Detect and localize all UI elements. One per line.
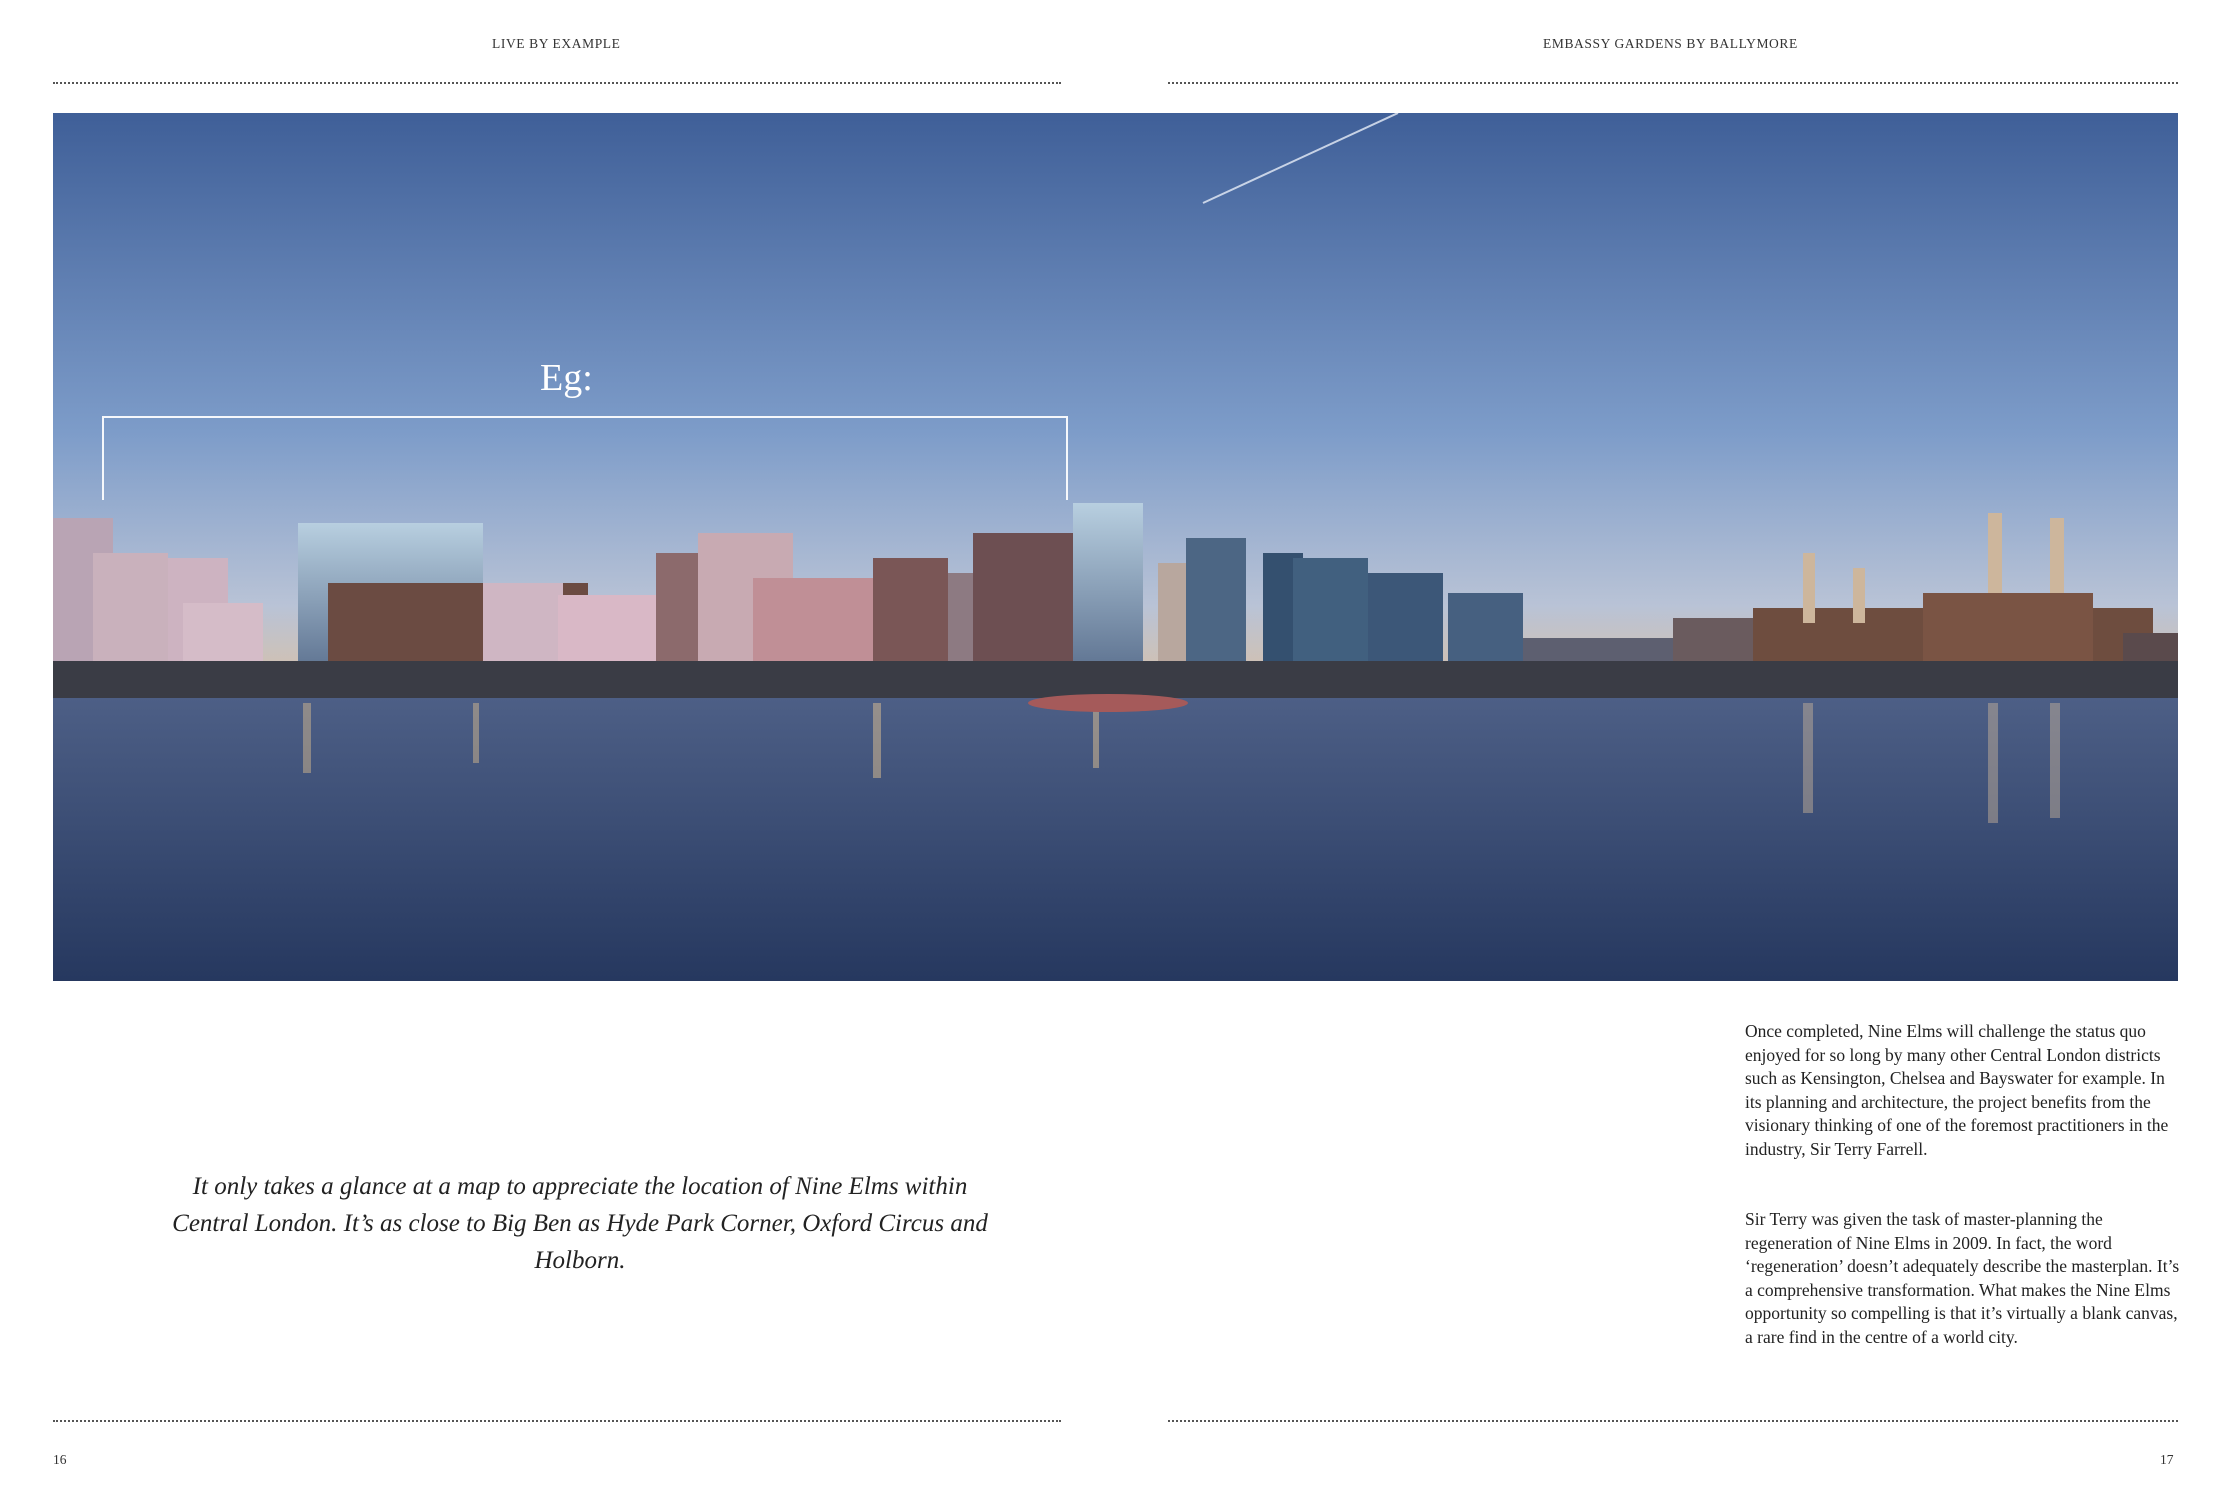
page-number-left: 16 <box>53 1452 67 1467</box>
top-rule-left <box>53 82 1061 84</box>
bottom-rule-right <box>1168 1420 2178 1422</box>
body-paragraph-2: Sir Terry was given the task of master-planning the regeneration of Nine Elms in 2009. In fact, the word ‘regeneration’ doesn’t adequately describe the masterplan. It’s a comprehensive transformation. What makes the Nine Elms opportunity so compelling is that it’s virtually a blank canvas, a rare find in the centre of a world city. <box>1745 1209 2180 1347</box>
skyline-panorama-image <box>53 113 2178 981</box>
eg-logo-text: Eg: <box>540 357 590 399</box>
eg-logo <box>540 352 590 404</box>
bottom-rule-left <box>53 1420 1061 1422</box>
development-bracket <box>102 416 1068 500</box>
pull-quote: It only takes a glance at a map to appreciate the location of Nine Elms within Central London. It’s as close to Big Ben as Hyde Park Corner, Oxford Circus and Holborn. <box>172 1173 988 1274</box>
running-head-right: EMBASSY GARDENS BY BALLYMORE <box>1543 36 1798 51</box>
body-paragraph-1: Once completed, Nine Elms will challenge the status quo enjoyed for so long by many other Central London districts such as Kensington, Chelsea and Bayswater for example. In its planning and architecture, the project benefits from the visionary thinking of one of the foremost practitioners in the industry, Sir Terry Farrell. <box>1745 1021 2169 1159</box>
top-rule-right <box>1168 82 2178 84</box>
river-water <box>53 698 2178 981</box>
page-number-right: 17 <box>2160 1452 2174 1467</box>
riverboat <box>1028 694 1188 712</box>
running-head-left: LIVE BY EXAMPLE <box>492 36 621 51</box>
